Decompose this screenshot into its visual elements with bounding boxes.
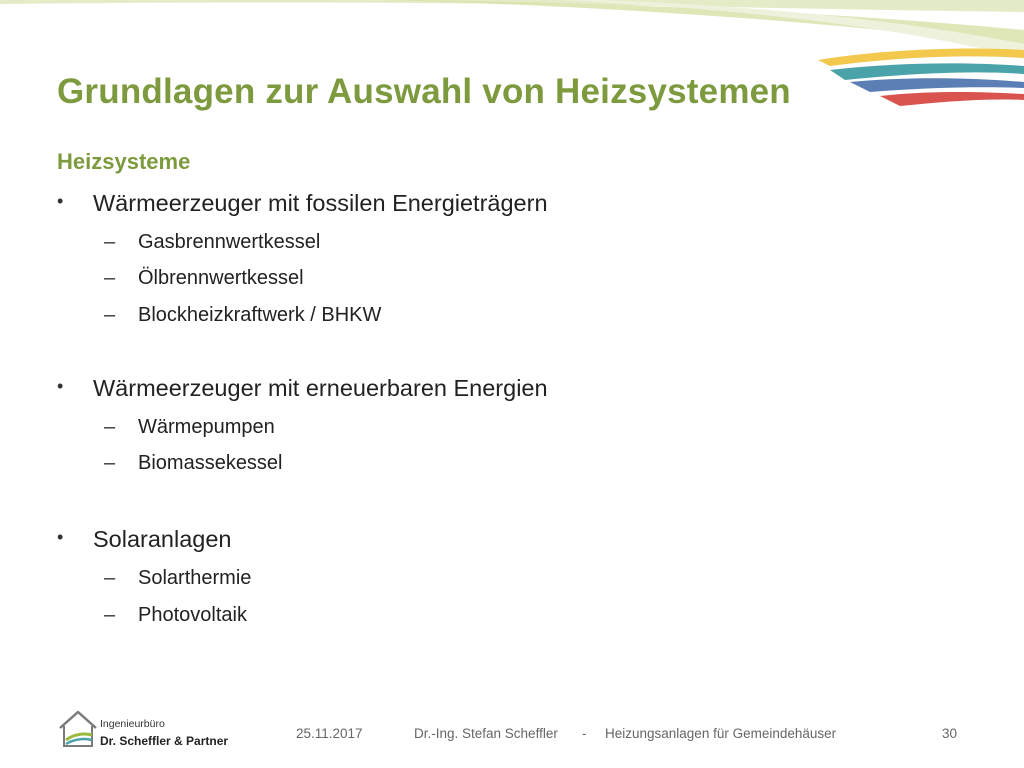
- sub-list-item-label: Photovoltaik: [138, 604, 247, 626]
- sub-list-item-label: Wärmepumpen: [138, 416, 275, 438]
- list-item-label: Solaranlagen: [93, 526, 232, 552]
- dash-icon: –: [104, 452, 116, 474]
- dash-icon: –: [104, 304, 116, 326]
- logo-text-line1: Ingenieurbüro: [100, 718, 165, 730]
- dash-icon: –: [104, 416, 116, 438]
- sub-list-item-label: Blockheizkraftwerk / BHKW: [138, 304, 382, 326]
- sub-list-item-label: Gasbrennwertkessel: [138, 231, 321, 253]
- bullet-icon: •: [57, 191, 64, 211]
- list-item-label: Wärmeerzeuger mit fossilen Energieträgern: [93, 190, 548, 216]
- bullet-icon: •: [57, 527, 64, 547]
- footer-author: Dr.-Ing. Stefan Scheffler: [414, 726, 558, 741]
- bullet-icon: •: [57, 376, 64, 396]
- slide-title: Grundlagen zur Auswahl von Heizsystemen: [57, 72, 791, 111]
- section-heading: Heizsysteme: [57, 149, 191, 174]
- company-logo: [56, 706, 256, 756]
- dash-icon: –: [104, 231, 116, 253]
- footer-date: 25.11.2017: [296, 726, 363, 741]
- house-logo-icon: [56, 706, 100, 750]
- sub-list-item-label: Ölbrennwertkessel: [138, 267, 304, 289]
- footer-separator: -: [582, 726, 587, 741]
- dash-icon: –: [104, 604, 116, 626]
- logo-text-line2: Dr. Scheffler & Partner: [100, 734, 229, 748]
- sub-list-item-label: Biomassekessel: [138, 452, 283, 474]
- dash-icon: –: [104, 567, 116, 589]
- footer-topic: Heizungsanlagen für Gemeindehäuser: [605, 726, 837, 741]
- list-item-label: Wärmeerzeuger mit erneuerbaren Energien: [93, 375, 548, 401]
- sub-list-item-label: Solarthermie: [138, 567, 252, 589]
- page-number: 30: [942, 726, 958, 741]
- dash-icon: –: [104, 267, 116, 289]
